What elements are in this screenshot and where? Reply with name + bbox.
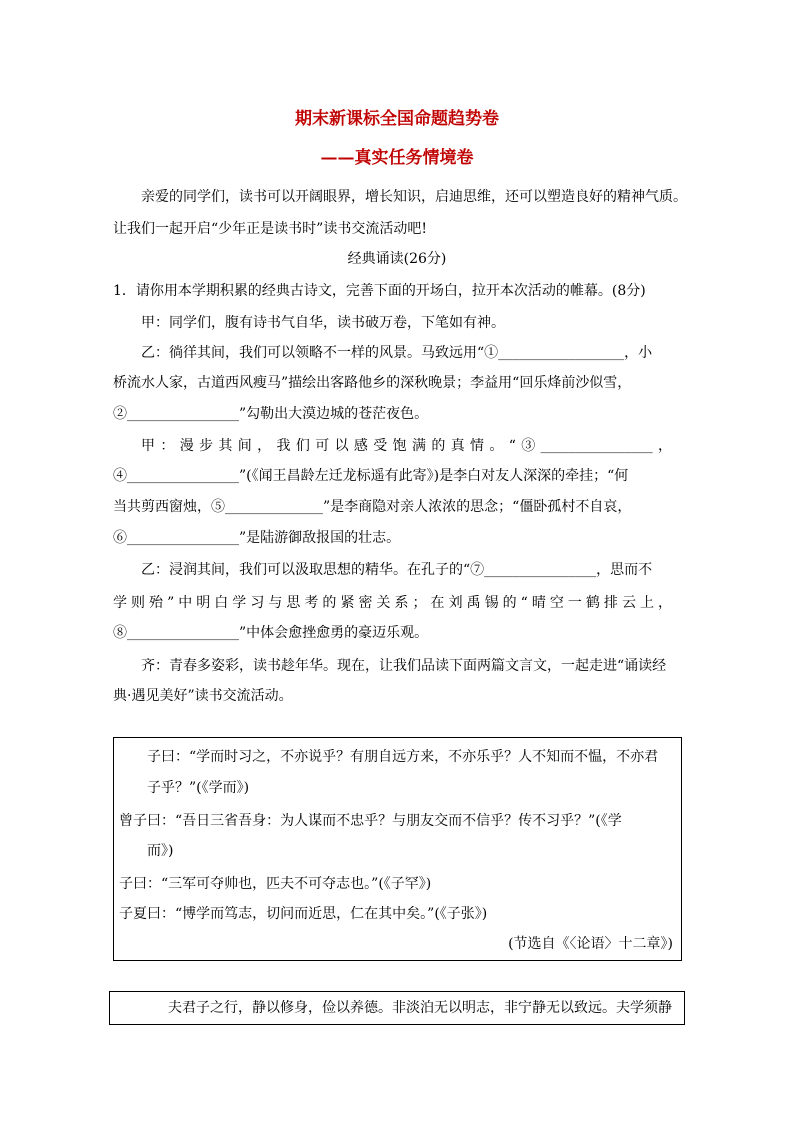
exam-subtitle: ——真实任务情境卷 <box>320 148 474 168</box>
dialogue-line: ④________________”(《闻王昌龄左迁龙标遥有此寄》)是李白对友人深深的牵挂；“何 <box>113 468 629 484</box>
dialogue-line: 乙：浸润其间，我们可以汲取思想的精华。在孔子的“⑦________________，思而不 <box>141 562 653 578</box>
passage-line: 子夏曰：“博学而笃志，切问而近思，仁在其中矣。”(《子张》) <box>119 906 488 922</box>
dialogue-line: 甲：同学们，腹有诗书气自华，读书破万卷，下笔如有神。 <box>141 315 505 331</box>
intro-line-1: 亲爱的同学们，读书可以开阔眼界，增长知识，启迪思维，还可以塑造良好的精神气质。 <box>141 189 687 205</box>
dialogue-line: 乙：徜徉其间，我们可以领略不一样的风景。马致远用“①__________________，小 <box>141 345 653 361</box>
dialogue-line: 齐：青春多姿彩，读书趁年华。现在，让我们品读下面两篇文言文，一起走进“诵读经 <box>141 658 667 674</box>
question-1-prompt: 1．请你用本学期积累的经典古诗文，完善下面的开场白，拉开本次活动的帷幕。(8分) <box>113 283 646 299</box>
dialogue-line: ⑧________________”中体会愈挫愈勇的豪迈乐观。 <box>113 625 429 641</box>
dialogue-line: 当共剪西窗烛，⑤______________”是李商隐对亲人浓浓的思念；“僵卧孤村不自哀， <box>113 499 632 515</box>
passage-line: 子乎？”(《学而》) <box>147 780 250 796</box>
passage-1-box <box>113 737 682 961</box>
dialogue-line: ②________________”勾勒出大漠边城的苍茫夜色。 <box>113 406 429 422</box>
passage-line: 子曰：“三军可夺帅也，匹夫不可夺志也。”(《子罕》) <box>119 876 432 892</box>
passage-line: 夫君子之行，静以修身，俭以养德。非淡泊无以明志，非宁静无以致远。夫学须静 <box>168 1000 672 1016</box>
dialogue-line: 典·遇见美好”读书交流活动。 <box>113 688 293 704</box>
passage-line: 子曰：“学而时习之，不亦说乎？有朋自远方来，不亦乐乎？人不知而不愠，不亦君 <box>147 749 659 765</box>
dialogue-line: ⑥________________”是陆游御敌报国的壮志。 <box>113 530 401 546</box>
intro-line-2: 让我们一起开启“少年正是读书时”读书交流活动吧! <box>113 221 427 237</box>
dialogue-line: 学则殆”中明白学习与思考的紧密关系；在刘禹锡的“晴空一鹤排云上， <box>113 595 672 611</box>
exam-title: 期末新课标全国命题趋势卷 <box>295 109 499 129</box>
passage-2-box <box>109 991 685 1025</box>
passage-line: 曾子曰：“吾日三省吾身：为人谋而不忠乎？与朋友交而不信乎？传不习乎？”(《学 <box>119 813 622 829</box>
passage-line: 而》) <box>147 843 174 859</box>
passage-source: (节选自《〈论语〉十二章》) <box>508 936 673 952</box>
dialogue-line: 桥流水人家，古道西风瘦马”描绘出客路他乡的深秋晚景；李益用“回乐烽前沙似雪， <box>113 375 632 391</box>
dialogue-line: 甲：漫步其间，我们可以感受饱满的真情。“③________________， <box>141 438 672 454</box>
section-heading: 经典诵读(26分) <box>347 251 447 267</box>
